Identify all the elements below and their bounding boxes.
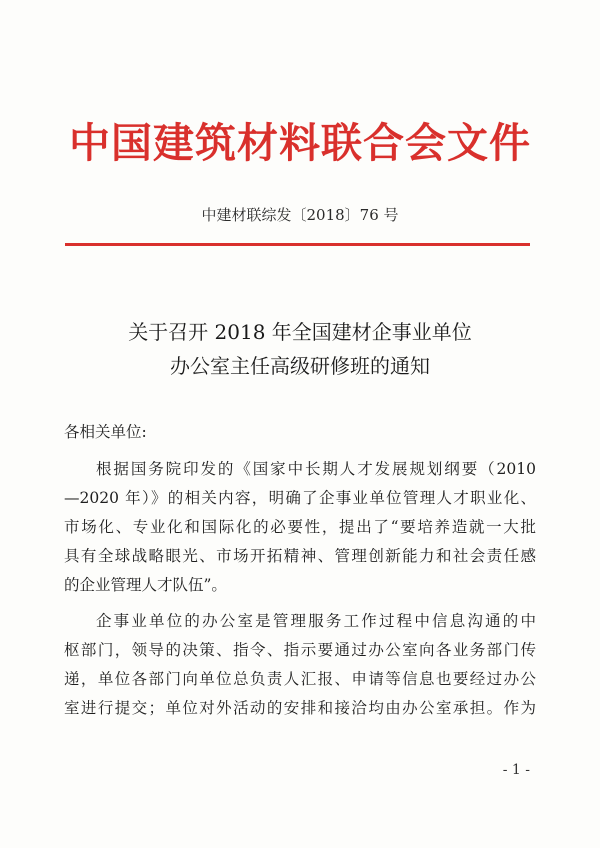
document-header-title: 中国建筑材料联合会文件 [69, 119, 531, 167]
document-number: 中建材联综发〔2018〕76 号 [201, 206, 399, 224]
paragraph-1-line: 的企业管理人才队伍”。 [64, 576, 227, 594]
header-red-divider [65, 243, 530, 246]
paragraph-1-line: 根据国务院印发的《国家中长期人才发展规划纲要（2010 [96, 460, 536, 478]
paragraph-2-line: 递，单位各部门向单位总负责人汇报、申请等信息也要经过办公 [64, 670, 536, 688]
page-number: - 1 - [502, 762, 530, 778]
notice-title-line-2: 办公室主任高级研修班的通知 [170, 354, 430, 378]
paragraph-1-line: 具有全球战略眼光、市场开拓精神、管理创新能力和社会责任感 [64, 547, 536, 565]
paragraph-2-line: 枢部门，领导的决策、指令、指示要通过办公室向各业务部门传 [64, 641, 536, 659]
salutation: 各相关单位: [64, 423, 147, 441]
paragraph-2-line: 企事业单位的办公室是管理服务工作过程中信息沟通的中 [96, 612, 536, 630]
paragraph-1-line: —2020 年）》的相关内容，明确了企事业单位管理人才职业化、 [64, 489, 536, 507]
paragraph-2-line: 室进行提交；单位对外活动的安排和接洽均由办公室承担。作为 [64, 699, 536, 717]
paragraph-1-line: 市场化、专业化和国际化的必要性，提出了“要培养造就一大批 [64, 518, 536, 536]
notice-title-line-1: 关于召开 2018 年全国建材企事业单位 [128, 320, 472, 344]
